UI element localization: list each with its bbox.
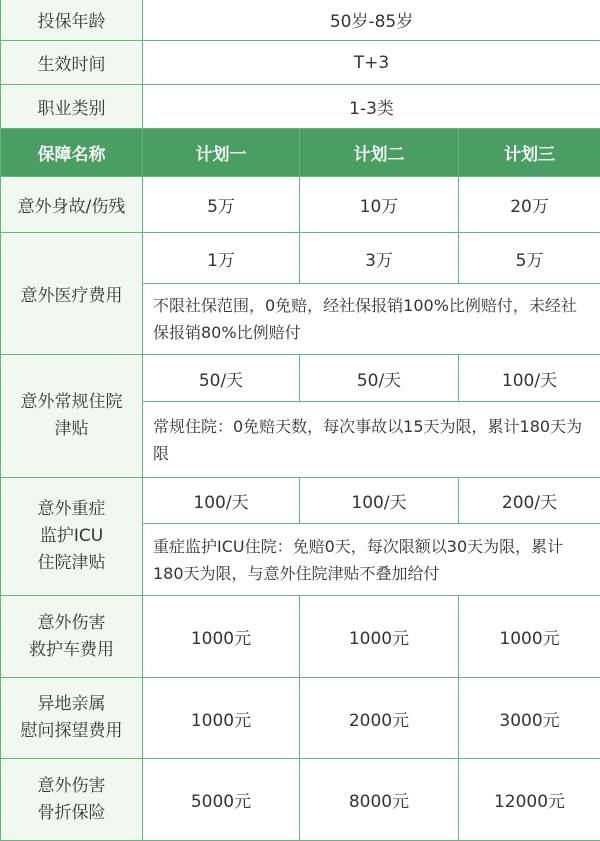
medical-note: 不限社保范围，0免赔，经社保报销100%比例赔付，未经社保报销80%比例赔付: [143, 284, 600, 355]
effective-time-value: T+3: [143, 41, 600, 85]
table-row: [1, 41, 600, 85]
occupation-label: 职业类别: [1, 85, 143, 129]
icu-plan-1: 100/天: [143, 478, 300, 524]
relatives-label-line-2: 慰问探望费用: [21, 721, 123, 741]
accident-death-label: 意外身故/伤残: [1, 177, 143, 233]
table-row: [1, 355, 600, 402]
fracture-plan-2: 8000元: [300, 759, 459, 841]
medical-label: 意外医疗费用: [1, 233, 143, 355]
hospital-plan-1: 50/天: [143, 355, 300, 402]
table-row: [1, 233, 600, 284]
ambulance-label-line-2: 救护车费用: [29, 640, 114, 660]
ambulance-label-line-1: 意外伤害: [38, 613, 106, 633]
icu-allowance-label: [1, 478, 143, 596]
icu-label-line-2: 监护ICU: [40, 526, 103, 546]
icu-plan-3: 200/天: [459, 478, 600, 524]
plan-one-header: 计划一: [143, 129, 300, 177]
fracture-label-line-2: 骨折保险: [38, 803, 106, 823]
ambulance-plan-2: 1000元: [300, 596, 459, 678]
relatives-visit-label: [1, 678, 143, 759]
table-row: [1, 759, 600, 841]
hospital-note: 常规住院：0免赔天数，每次事故以15天为限，累计180天为限: [143, 402, 600, 478]
table-row: [1, 478, 600, 524]
icu-note: 重症监护ICU住院：免赔0天，每次限额以30天为限，累计180天为限，与意外住院津贴不叠加给付: [143, 524, 600, 596]
table-row: [1, 0, 600, 41]
relatives-label-line-1: 异地亲属: [38, 694, 106, 714]
ambulance-label: [1, 596, 143, 678]
hospital-plan-3: 100/天: [459, 355, 600, 402]
hospital-plan-2: 50/天: [300, 355, 459, 402]
relatives-plan-3: 3000元: [459, 678, 600, 759]
hospital-label-line-1: 意外常规住院: [21, 392, 123, 412]
table-row: [1, 678, 600, 759]
occupation-value: 1-3类: [143, 85, 600, 129]
accident-death-plan-2: 10万: [300, 177, 459, 233]
relatives-plan-1: 1000元: [143, 678, 300, 759]
table-header-row: [1, 129, 600, 177]
hospital-label-line-2: 津贴: [55, 419, 89, 439]
ambulance-plan-1: 1000元: [143, 596, 300, 678]
icu-label-line-1: 意外重症: [38, 499, 106, 519]
plan-two-header: 计划二: [300, 129, 459, 177]
plan-three-header: 计划三: [459, 129, 600, 177]
accident-death-plan-1: 5万: [143, 177, 300, 233]
table-row: [1, 177, 600, 233]
medical-plan-3: 5万: [459, 233, 600, 284]
icu-plan-2: 100/天: [300, 478, 459, 524]
accident-death-plan-3: 20万: [459, 177, 600, 233]
age-label: 投保年龄: [1, 0, 143, 41]
fracture-label-line-1: 意外伤害: [38, 776, 106, 796]
fracture-plan-3: 12000元: [459, 759, 600, 841]
ambulance-plan-3: 1000元: [459, 596, 600, 678]
age-value: 50岁-85岁: [143, 0, 600, 41]
relatives-plan-2: 2000元: [300, 678, 459, 759]
medical-plan-1: 1万: [143, 233, 300, 284]
fracture-label: [1, 759, 143, 841]
icu-label-line-3: 住院津贴: [38, 553, 106, 573]
table-row: [1, 85, 600, 129]
hospital-allowance-label: [1, 355, 143, 478]
fracture-plan-1: 5000元: [143, 759, 300, 841]
coverage-name-header: 保障名称: [1, 129, 143, 177]
effective-time-label: 生效时间: [1, 41, 143, 85]
table-row: [1, 596, 600, 678]
medical-plan-2: 3万: [300, 233, 459, 284]
